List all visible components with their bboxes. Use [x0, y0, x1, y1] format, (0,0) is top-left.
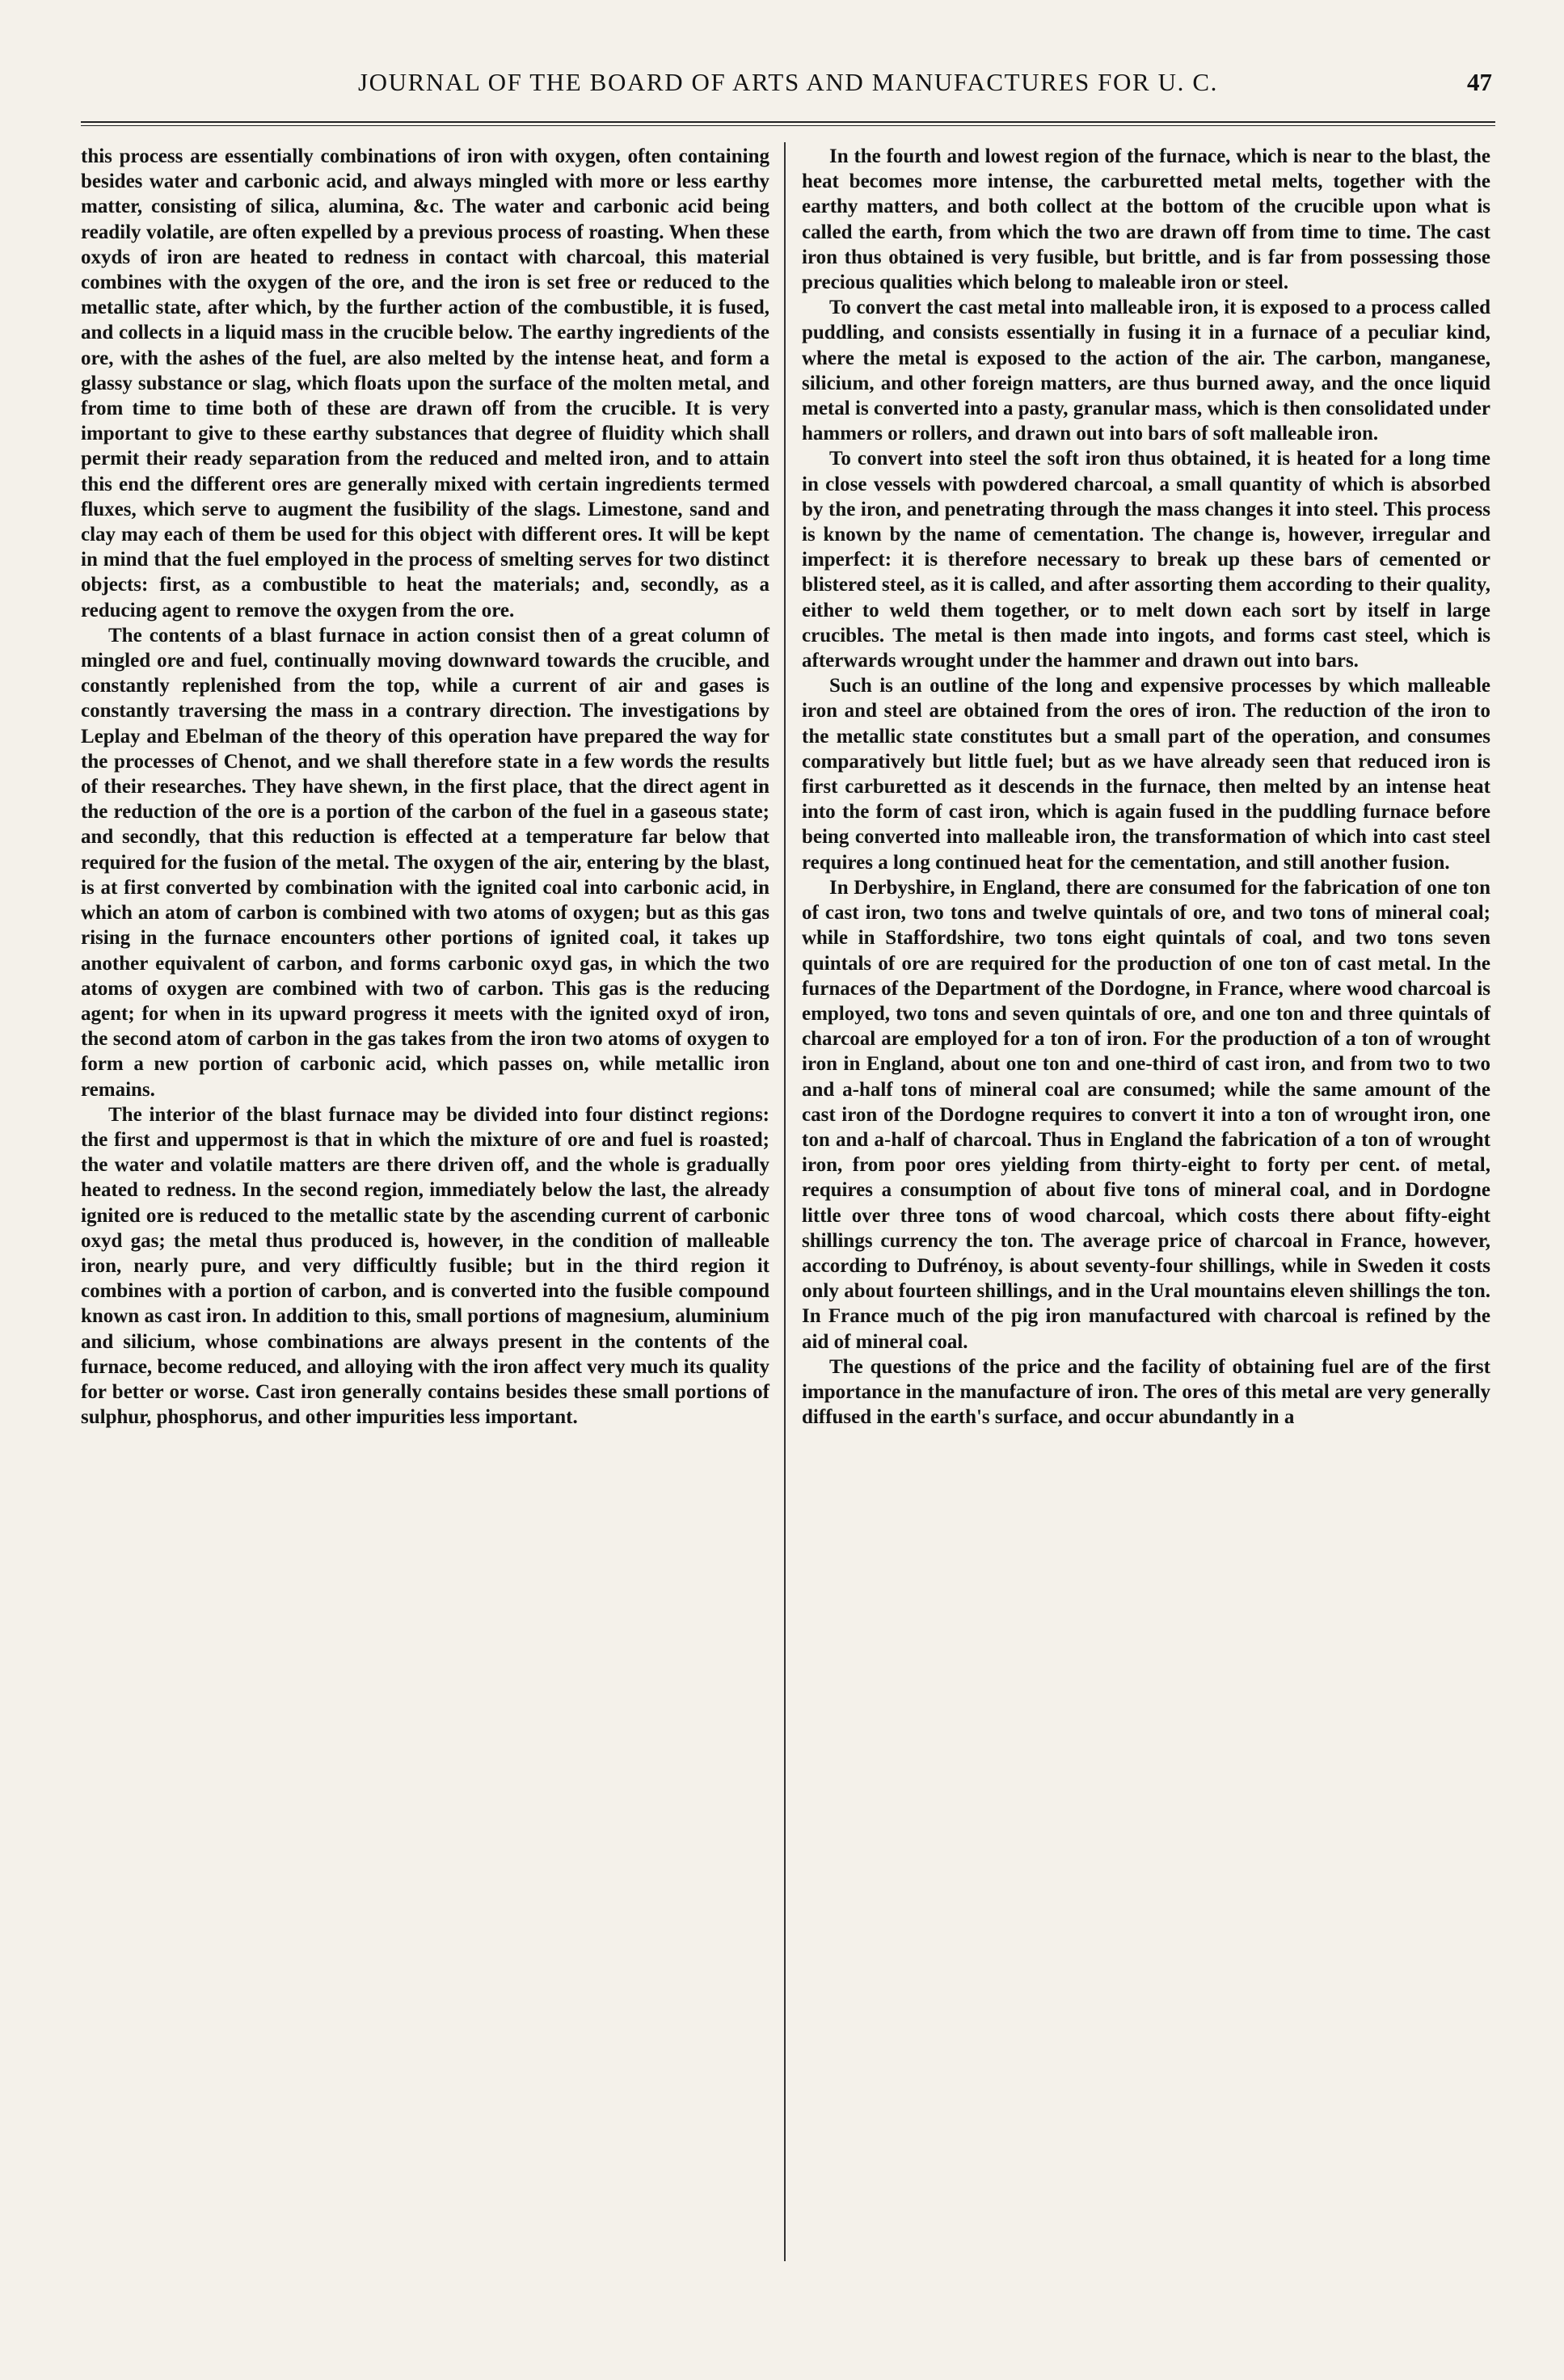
paragraph: To convert the cast metal into malleable iron, it is exposed to a process called puddling, and consists essentially in fusing it in a furnace of a peculiar kind, where the metal is exposed to the action of the air. The carbon, manganese, silicium, and other foreign matters, are thus burned away, and the once liquid metal is converted into a pasty, granular mass, which is then consolidated under hammers or rollers, and drawn out into bars of soft malleable iron.	[802, 297, 1490, 445]
paragraph: In Derbyshire, in England, there are consumed for the fabrication of one ton of cast iron, two tons and twelve quintals of ore, and two tons of mineral coal; while in Staffordshire, two tons eight quintals of coal, and two tons seven quintals of ore are required for the production of one ton of cast metal. In the furnaces of the Department of the Dordogne, in France, where wood charcoal is employed, two tons and seven quintals of ore, and one ton and three quintals of charcoal are employed for a ton of iron. For the production of a ton of wrought iron in England, about one ton and one-third of cast iron, and from two to two and a-half tons of mineral coal are consumed; while the same amount of the cast iron of the Dordogne requires to convert it into a ton of wrought iron, one ton and a-half of charcoal. Thus in England the fabrication of a ton of wrought iron, from poor ores yielding from thirty-eight to forty per cent. of metal, requires a consumption of about five tons of mineral coal, and in Dordogne little over three tons of wood charcoal, which costs there about fifty-eight shillings currency the ton. The average price of charcoal in France, however, according to Dufrénoy, is about seventy-four shillings, while in Sweden it costs only about fourteen shillings, and in the Ural mountains eleven shillings the ton. In France much of the pig iron manufactured with charcoal is refined by the aid of mineral coal.	[802, 876, 1490, 1353]
running-header	[81, 63, 1495, 112]
paragraph: In the fourth and lowest region of the furnace, which is near to the blast, the heat becomes more intense, the carburetted metal melts, together with the earthy matters, and both collect at the bottom of the crucible upon what is called the earth, from which the two are drawn off from time to time. The cast iron thus obtained is very fusible, but brittle, and is far from possessing those precious qualities which belong to maleable iron or steel.	[802, 145, 1490, 294]
column-divider	[784, 142, 786, 2261]
paragraph: The contents of a blast furnace in action consist then of a great column of mingled ore and fuel, continually moving downward towards the crucible, and constantly replenished from the top, while a current of air and gases is constantly traversing the mass in a contrary direction. The investigations by Leplay and Ebelman of the theory of this operation have prepared the way for the processes of Chenot, and we shall therefore state in a few words the results of their researches. They have shewn, in the first place, that the direct agent in the reduction of the ore is a portion of the carbon of the fuel in a gaseous state; and secondly, that this reduction is effected at a temperature far below that required for the fusion of the metal. The oxygen of the air, entering by the blast, is at first converted by combination with the ignited coal into carbonic acid, in which an atom of carbon is combined with two atoms of oxygen; but as this gas rising in the furnace encounters other portions of ignited coal, it takes up another equivalent of carbon, and forms carbonic oxyd gas, in which the two atoms of oxygen are combined with two of carbon. This gas is the reducing agent; for when in its upward progress it meets with the ignited oxyd of iron, the second atom of carbon in the gas takes from the iron two atoms of oxygen to form a new portion of carbonic acid, which passes on, while metallic iron remains.	[81, 624, 769, 1101]
journal-title: JOURNAL OF THE BOARD OF ARTS AND MANUFACTURES FOR U. C.	[358, 68, 1218, 96]
left-column	[81, 144, 769, 1430]
paragraph: The interior of the blast furnace may be divided into four distinct regions: the first and uppermost is that in which the mixture of ore and fuel is roasted; the water and volatile matters are there driven off, and the whole is gradually heated to redness. In the second region, immediately below the last, the already ignited ore is reduced to the metallic state by the ascending current of carbonic oxyd gas; the metal thus produced is, however, in the condition of malleable iron, nearly pure, and very difficultly fusible; but in the third region it combines with a portion of carbon, and is converted into the fusible compound known as cast iron. In addition to this, small portions of magnesium, aluminium and silicium, whose combinations are always present in the contents of the furnace, become reduced, and alloying with the iron affect very much its quality for better or worse. Cast iron generally contains besides these small portions of sulphur, phosphorus, and other impurities less important.	[81, 1103, 769, 1429]
paragraph: Such is an outline of the long and expensive processes by which malleable iron and steel are obtained from the ores of iron. The reduction of the iron to the metallic state constitutes but a small part of the operation, and consumes comparatively but little fuel; but as we have already seen that reduced iron is first carburetted as it descends in the furnace, then melted by an intense heat into the form of cast iron, which is again fused in the puddling furnace before being converted into malleable iron, the transformation of which into cast steel requires a long continued heat for the cementation, and still another fusion.	[802, 675, 1490, 874]
page-number: 47	[1467, 68, 1492, 96]
paragraph: this process are essentially combinations of iron with oxygen, often containing besides water and carbonic acid, and always mingled with more or less earthy matter, consisting of silica, alumina, &c. The water and carbonic acid being readily volatile, are often expelled by a previous process of roasting. When these oxyds of iron are heated to redness in contact with charcoal, this material combines with the oxygen of the ore, and the iron is set free or reduced to the metallic state, after which, by the further action of the combustible, it is fused, and collects in a liquid mass in the crucible below. The earthy ingredients of the ore, with the ashes of the fuel, are also melted by the intense heat, and form a glassy substance or slag, which floats upon the surface of the molten metal, and from time to time both of these are drawn off from the crucible. It is very important to give to these earthy substances that degree of fluidity which shall permit their ready separation from the reduced and melted iron, and to attain this end the different ores are generally mixed with certain ingredients termed fluxes, which serve to augment the fusibility of the slags. Limestone, sand and clay may each of them be used for this object with different ores. It will be kept in mind that the fuel employed in the process of smelting serves for two distinct objects: first, as a combustible to heat the materials; and, secondly, as a reducing agent to remove the oxygen from the ore.	[81, 145, 769, 621]
right-column	[802, 144, 1490, 1430]
header-rule	[81, 121, 1495, 126]
paragraph: The questions of the price and the facility of obtaining fuel are of the first importance in the manufacture of iron. The ores of this metal are very generally diffused in the earth's surface, and occur abundantly in a	[802, 1355, 1490, 1429]
paragraph: To convert into steel the soft iron thus obtained, it is heated for a long time in close vessels with powdered charcoal, a small quantity of which is absorbed by the iron, and penetrating through the mass changes it into steel. This process is known by the name of cementation. The change is, however, irregular and imperfect: it is therefore necessary to break up these bars of cemented or blistered steel, as it is called, and after assorting them according to their quality, either to weld them together, or to melt down each sort by itself in large crucibles. The metal is then made into ingots, and forms cast steel, which is afterwards wrought under the hammer and drawn out into bars.	[802, 448, 1490, 672]
